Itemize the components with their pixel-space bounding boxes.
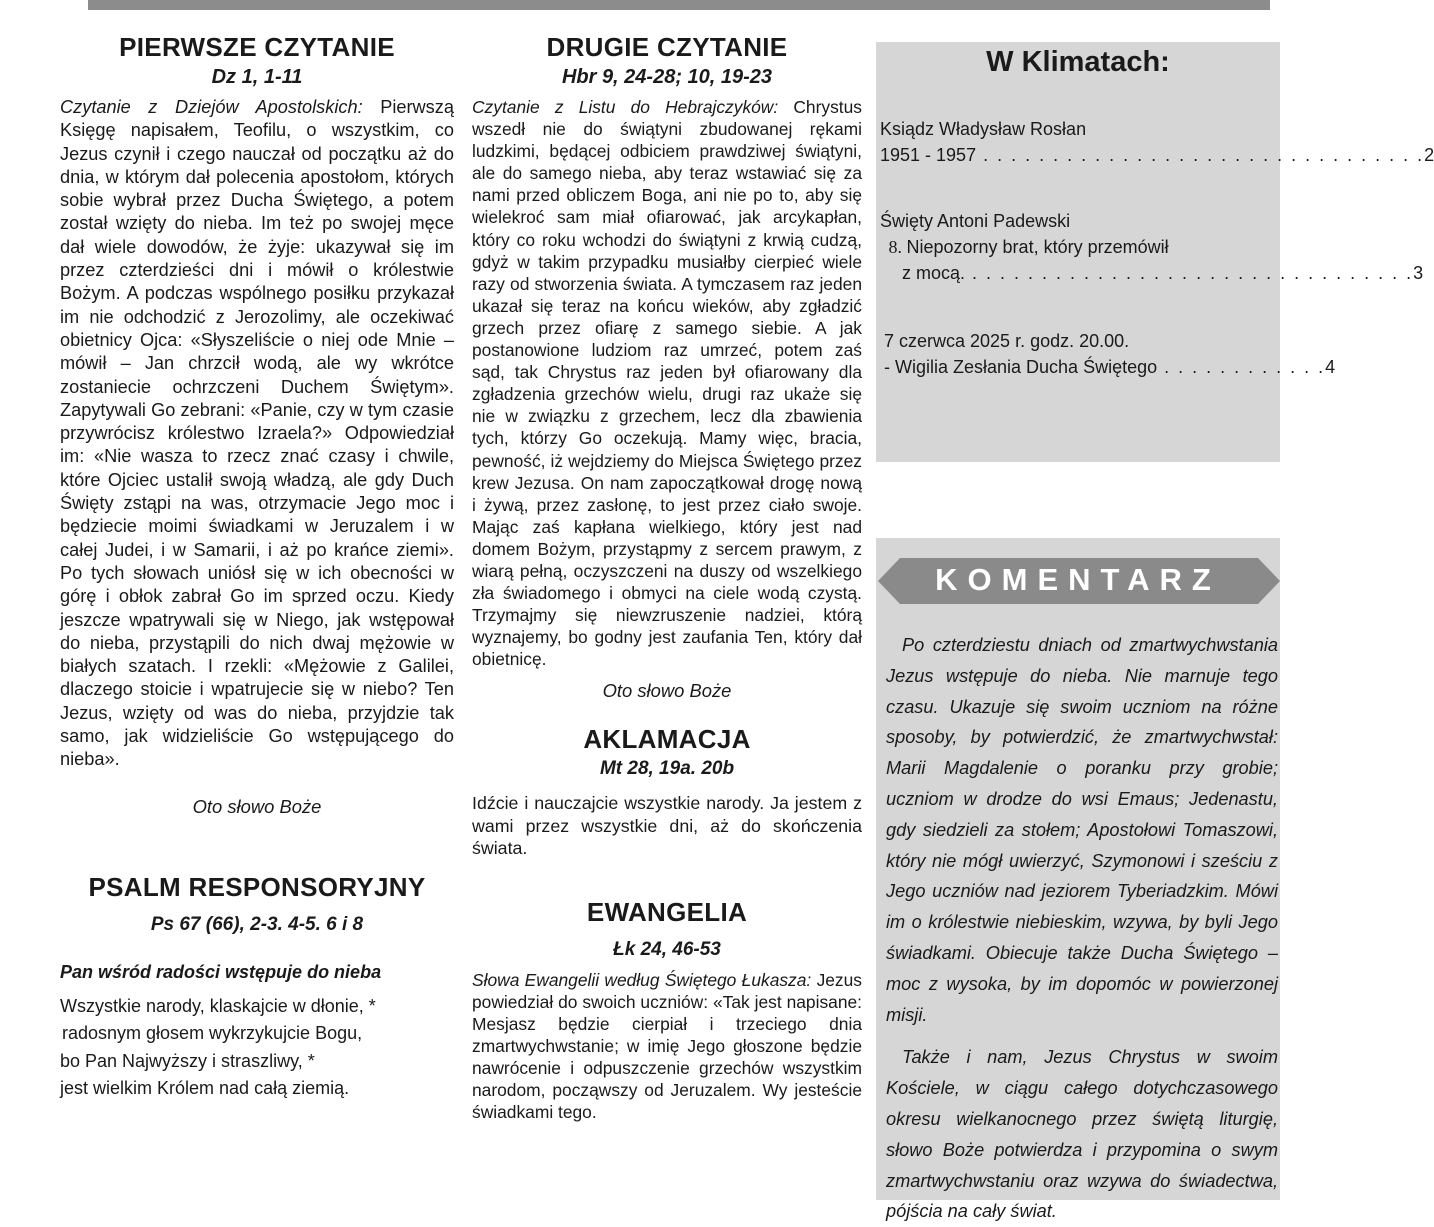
ewangelia-body: Jezus powiedział do swoich uczniów: «Tak jest napisane: Mesjasz będzie cierpiał i trzeciego dnia zmartwychwstanie; w imię Jego głoszone będzie nawrócenie i odpuszczenie grzechów wszystkim narodom, począwszy od Jeruzalem. Wy jesteście świadkami tego.	[472, 969, 862, 1123]
reading1-lead: Czytanie z Dziejów Apostolskich:	[60, 97, 363, 117]
reading2-closing: Oto słowo Boże	[602, 680, 732, 702]
psalm-line: Wszystkie narody, klaskajcie w dłonie, *	[60, 995, 376, 1016]
contents-item[interactable]	[880, 328, 1336, 380]
psalm-line: jest wielkim Królem nad całą ziemią.	[60, 1078, 350, 1099]
ewangelia-text	[472, 969, 862, 1124]
left-column	[60, 30, 454, 1103]
psalm-ref: Ps 67 (66), 2-3. 4-5. 6 i 8	[150, 913, 364, 935]
ewangelia-ref: Łk 24, 46-53	[613, 938, 721, 960]
top-bar	[88, 0, 1270, 10]
commentary-panel	[876, 538, 1280, 1222]
commentary-paragraph: Także i nam, Jezus Chrystus w swoim Kościele, w ciągu całego dotychczasowego okresu wielkanocnego przez świętą liturgię, słowo Boże potwierdza i przypomina o swym zmartwychwstaniu oraz wzywa do świadectwa, pójścia na cały świat.	[886, 1047, 1278, 1222]
leader-dots: . . . . . . . . . . . . . . . . . . . . . . . . . . . . . . . .	[976, 145, 1425, 165]
psalm-response: Pan wśród radości wstępuje do nieba	[60, 961, 382, 982]
contents-item-name: 7 czerwca 2025 r. godz. 20.00.	[884, 331, 1130, 351]
contents-item-sub: z mocą.	[902, 263, 966, 283]
aklamacja-ref: Mt 28, 19a. 20b	[599, 758, 735, 780]
ewangelia-lead: Słowa Ewangelii według Świętego Łukasza:	[472, 969, 812, 990]
contents-item-name: Ksiądz Władysław Rosłan	[880, 119, 1087, 139]
contents-item-page: 2	[1424, 145, 1434, 165]
contents-item[interactable]	[880, 208, 1424, 286]
reading2-title: DRUGIE CZYTANIE	[546, 32, 788, 62]
reading2-ref: Hbr 9, 24-28; 10, 19-23	[561, 66, 773, 88]
psalm-line: radosnym głosem wykrzykujcie Bogu,	[62, 1023, 363, 1044]
reading1-title: PIERWSZE CZYTANIE	[119, 32, 395, 62]
reading1-ref: Dz 1, 1-11	[211, 66, 303, 88]
reading1-closing: Oto słowo Boże	[192, 795, 322, 817]
reading1-body: Pierwszą Księgę napisałem, Teofilu, o wszystkim, co Jezus czynił i czego nauczał od początku aż do dnia, w którym dał polecenia apostołom, których sobie wybrał przez Ducha Świętego, a potem został wzięty do nieba. Im też po swojej męce dał wiele dowodów, że żyje: ukazywał się im przez czterdzieści dni i mówił o królestwie Bożym. A podczas wspólnego posiłku przykazał im nie odchodzić z Jerozolimy, ale oczekiwać obietnicy Ojca: «Słyszeliście o niej ode Mnie – mówił – Jan chrzcił wodą, ale wy wkrótce zostaniecie ochrzczeni Duchem Świętym». Zapytywali Go zebrani: «Panie, czy w tym czasie przywrócisz królestwo Izraela?» Odpowiedział im: «Nie wasza to rzecz znać czasy i chwile, które Ojciec ustalił swoją władzą, ale gdy Duch Święty zstąpi na was, otrzymacie Jego moc i będziecie moimi świadkami w Jeruzalem i w całej Judei, i w Samarii, i aż po krańce ziemi». Po tych słowach uniósł się w ich obecności w górę i obłok zabrał Go im sprzed oczu. Kiedy jeszcze wpatrywali się w Niego, jak wstępował do nieba, przystąpili do nich dwaj mężowie w białych szatach. I rzekli: «Mężowie z Galilei, dlaczego stoicie i wpatrujecie się w niebo? Ten Jezus, wzięty od was do nieba, przyjdzie tak samo, jak widzieliście Go wstępującego do nieba».	[60, 97, 454, 770]
psalm-verses	[60, 993, 454, 1103]
contents-item[interactable]	[880, 116, 1434, 168]
leader-dots: . . . . . . . . . . . . . . . . . . . . . . . . . . . . . . . .	[965, 263, 1414, 283]
contents-item-sub: Niepozorny brat, który przemówił	[906, 237, 1169, 257]
reading1-text	[60, 96, 454, 772]
contents-item-name: Święty Antoni Padewski	[880, 211, 1071, 231]
psalm-line: bo Pan Najwyższy i straszliwy, *	[60, 1050, 315, 1071]
reading2-body: Chrystus wszedł nie do świątyni zbudowanej rękami ludzkimi, będącej odbiciem prawdziwej świątyni, ale do samego nieba, aby teraz wstawiać się za nami przed obliczem Boga, ani nie po to, aby się wielekroć sam miał ofiarować, jak arcykapłan, który co roku wchodzi do świątyni z krwią cudzą, gdyż w takim przypadku musiałby cierpieć wiele razy od stworzenia świata. A tymczasem raz jeden ukazał się teraz na końcu wieków, aby zgładzić grzech przez ofiarę z samego siebie. A jak postanowione ludziom raz umrzeć, potem zaś sąd, tak Chrystus raz jeden był ofiarowany dla zgładzenia grzechów wielu, drugi raz ukaże się nie w związku z grzechem, lecz dla zbawienia tych, którzy Go oczekują. Mamy więc, bracia, pewność, iż wejdziemy do Miejsca Świętego przez krew Jezusa. On nam zapoczątkował drogę nową i żywą, przez zasłonę, to jest przez ciało swoje. Mając zaś kapłana wielkiego, który jest nad domem Bożym, przystąpmy z sercem prawym, z wiarą pełną, oczyszczeni na duszy od wszelkiego zła świadomego i obmyci na ciele wodą czystą. Trzymajmy się niewzruszenie nadziei, którą wyznajemy, bo godny jest zaufania Ten, który dał obietnicę.	[472, 97, 862, 670]
middle-column	[472, 30, 862, 1123]
ewangelia-title: EWANGELIA	[586, 896, 748, 927]
contents-item-page: 3	[1413, 263, 1424, 283]
contents-item-number: 8.	[888, 237, 902, 257]
aklamacja-body: Idźcie i nauczajcie wszystkie narody. Ja jestem z wami przez wszystkie dni, aż do skończenia świata.	[472, 793, 862, 858]
contents-item-years: 1951 - 1957	[880, 145, 977, 165]
psalm-title: PSALM RESPONSORYJNY	[88, 871, 426, 902]
reading2-lead: Czytanie z Listu do Hebrajczyków:	[472, 97, 779, 117]
contents-title: W Klimatach:	[986, 46, 1170, 78]
contents-panel	[876, 42, 1434, 462]
contents-item-sub: - Wigilia Zesłania Ducha Świętego	[884, 357, 1158, 377]
aklamacja-title: AKLAMACJA	[583, 724, 751, 755]
leader-dots: . . . . . . . . . . . .	[1157, 357, 1326, 377]
commentary-paragraph: Po czterdziestu dniach od zmartwychwstania Jezus wstępuje do nieba. Nie marnuje tego czasu. Ukazuje się swoim uczniom na różne sposoby, by potwierdzić, że zmartwychwstał: Marii Magdalenie o poranku przy grobie; uczniom w drodze do wsi Emaus; Jedenastu, gdy siedzieli za stołem; Apostołowi Tomaszowi, który nie mógł uwierzyć, Szymonowi i sześciu z Jego uczniów nad jeziorem Tyberiadzkim. Mówi im o królestwie niebieskim, wzywa, by byli Jego świadkami. Obiecuje także Ducha Świętego – moc z wysoka, by im dopomóc w powierzonej misji.	[886, 635, 1278, 1025]
reading2-text	[472, 96, 862, 670]
commentary-text	[886, 630, 1278, 1227]
contents-item-page: 4	[1325, 357, 1336, 377]
commentary-label: KOMENTARZ	[935, 562, 1221, 597]
